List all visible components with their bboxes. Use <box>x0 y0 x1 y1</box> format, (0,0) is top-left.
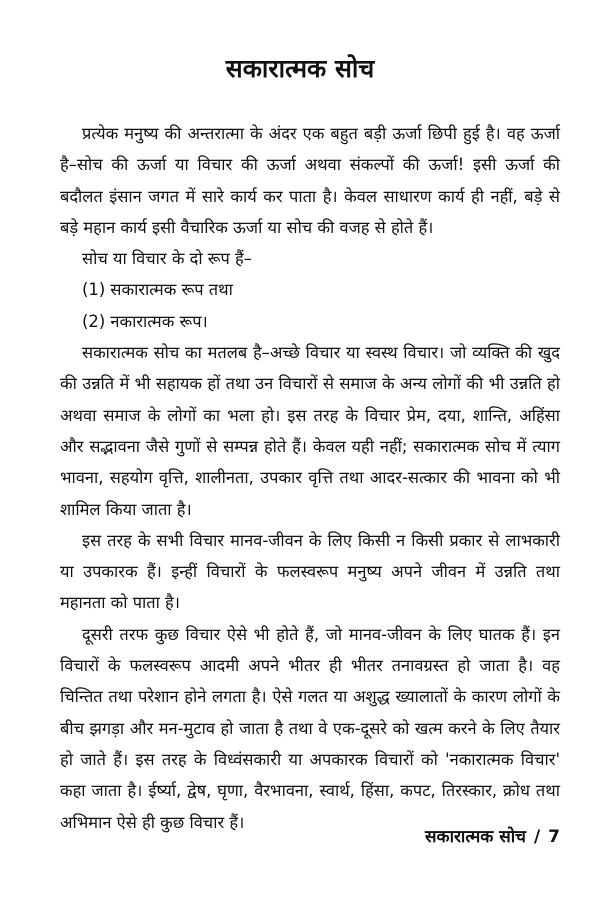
paragraph-4: इस तरह के सभी विचार मानव-जीवन के लिए किसी न किसी प्रकार से लाभकारी या उपकारक हैं। इन्हीं विचारों के फलस्वरूप मनुष्य अपने जीवन में उन्नति तथा महानता को पाता है। <box>60 530 560 613</box>
page-title: सकारात्मक सोच <box>225 54 375 83</box>
paragraph-1: प्रत्येक मनुष्य की अन्तरात्मा के अंदर एक बहुत बड़ी ऊर्जा छिपी हुई है। वह ऊर्जा है–सोच की ऊर्जा या विचार की ऊर्जा अथवा संकल्पों की ऊर्जा! इसी ऊर्जा की बदौलत इंसान जगत में सारे कार्य कर पाता है। केवल साधारण कार्य ही नहीं, बड़े से बड़े महान कार्य इसी वैचारिक ऊर्जा या सोच की वजह से होते हैं। <box>60 124 560 237</box>
page-number: 7 <box>548 827 560 847</box>
paragraph-2: सोच या विचार के दो रूप हैं– <box>82 249 252 269</box>
footer-separator: / <box>533 827 541 847</box>
page-footer <box>425 824 560 847</box>
list-item-negative: (2) नकारात्मक रूप। <box>82 311 208 331</box>
paragraph-3: सकारात्मक सोच का मतलब है–अच्छे विचार या स्वस्थ विचार। जो व्यक्ति की खुद की उन्नति में भी सहायक हों तथा उन विचारों से समाज के अन्य लोगों की भी उन्नति हो अथवा समाज के लोगों का भला हो। इस तरह के विचार प्रेम, दया, शान्ति, अहिंसा और सद्भावना जैसे गुणों से सम्पन्न होते हैं। केवल यही नहीं; सकारात्मक सोच में त्याग भावना, सहयोग वृत्ति, शालीनता, उपकार वृत्ति तथा आदर-सत्कार की भावना को भी शामिल किया जाता है। <box>60 343 560 519</box>
body-text <box>60 118 560 838</box>
paragraph-5: दूसरी तरफ कुछ विचार ऐसे भी होते हैं, जो मानव-जीवन के लिए घातक हैं। इन विचारों के फलस्वरूप आदमी अपने भीतर ही भीतर तनावग्रस्त हो जाता है। वह चिन्तित तथा परेशान होने लगता है। ऐसे गलत या अशुद्ध ख्यालातों के कारण लोगों के बीच झगड़ा और मन-मुटाव हो जाता है तथा वे एक-दूसरे को खत्म करने के लिए तैयार हो जाते हैं। इस तरह के विध्वंसकारी या अपकारक विचारों को 'नकारात्मक विचार' कहा जाता है। ईर्ष्या, द्वेष, घृणा, वैरभावना, स्वार्थ, हिंसा, कपट, तिरस्कार, क्रोध तथा अभिमान ऐसे ही कुछ विचार हैं। <box>60 624 560 832</box>
running-title: सकारात्मक सोच <box>425 827 526 847</box>
list-item-positive: (1) सकारात्मक रूप तथा <box>82 280 233 300</box>
